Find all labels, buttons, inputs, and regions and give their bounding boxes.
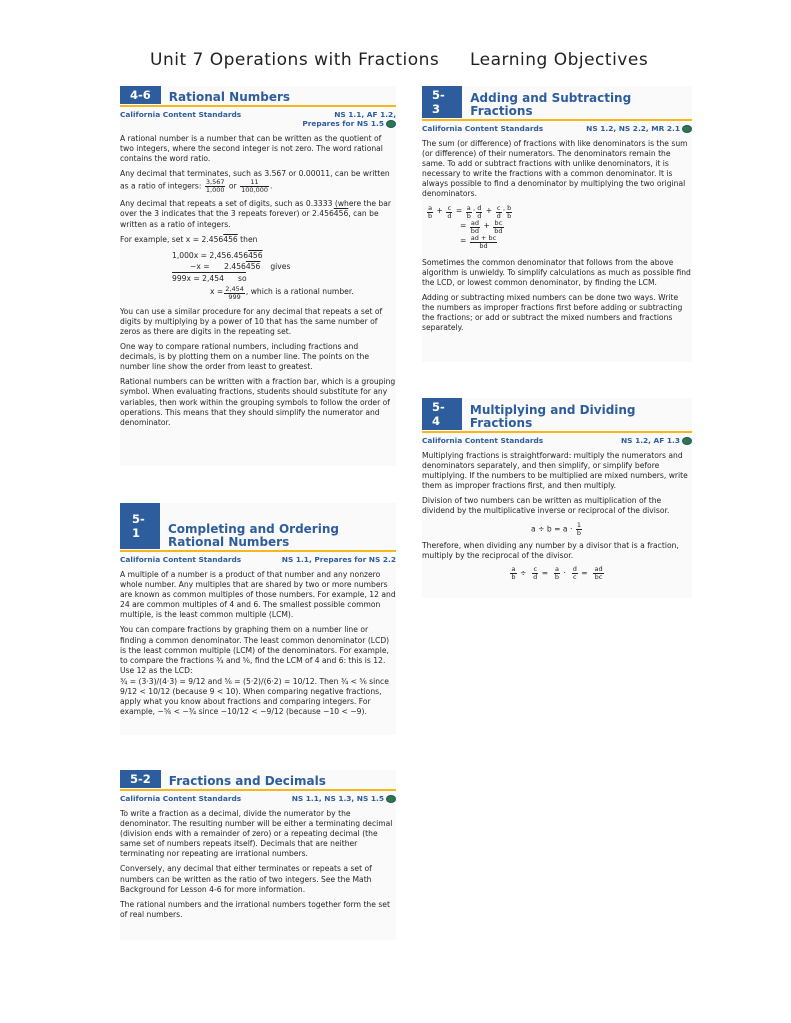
section-header [120, 503, 396, 552]
globe-icon [386, 120, 396, 128]
section-number: 5-1 [120, 503, 160, 549]
paragraph: Rational numbers can be written with a fraction bar, which is a grouping symbol. When evaluating fractions, students should substitute for any variables, then work within the grouping symbols to follow the order of operations. This means that they should simplify the numerator and denominator. [120, 377, 396, 427]
standards-label: California Content Standards [120, 794, 242, 803]
learning-objectives-title: Learning Objectives [470, 50, 649, 70]
paragraph: Conversely, any decimal that either terminates or repeats a set of numbers can be written as the ratio of two integers. See the Math Background for Lesson 4-6 for more information. [120, 864, 372, 894]
standards-label: California Content Standards [120, 110, 242, 119]
fraction: $\frac{3,567}{1,000}$ [205, 178, 225, 195]
section-header [120, 86, 396, 107]
paragraph: Division of two numbers can be written as multiplication of the dividend by the multiplicative inverse or reciprocal of the divisor. [422, 496, 670, 516]
division-formula: $\frac{a}{b}$ ÷ $\frac{c}{d}$ = $\frac{a}{b}$ · $\frac{d}{c}$ = $\frac{ad}{bc}$ [511, 564, 603, 581]
paragraph: One way to compare rational numbers, including fractions and decimals, is by plotting them on a number line. The points on the number line show the order from least to greatest. [120, 342, 370, 372]
paragraph: ¾ = (3·3)/(4·3) = 9/12 and ⅚ = (5·2)/(6·2) = 10/12. Then ¾ < ⅚ since 9/12 < 10/12 (because 9 < 10). When comparing negative fractions, apply what you know about fractions and comparing integers. For example, −⅚ < −¾ since −10/12 < −9/12 (because −10 < −9). [120, 676, 389, 717]
paragraph: The sum (or difference) of fractions with like denominators is the sum (or difference) of their numerators. The denominators remain the same. To add or subtract fractions with unlike denominators, it is necessary to write the fractions with a common denominator. It is always possible to find a denominator by multiplying the two original denominators. [422, 139, 688, 199]
paragraph: For example, set x = 2.456456 then [120, 234, 258, 244]
section-5-1 [120, 503, 396, 735]
section-5-3 [422, 86, 692, 362]
standards-codes: NS 1.2, AF 1.3 [621, 436, 692, 445]
paragraph: You can use a similar procedure for any decimal that repeats a set of digits by multiplying by a power of 10 that has the same number of zeros as there are digits in the repeating set. [120, 306, 383, 336]
standards-codes: NS 1.1, AF 1.2, Prepares for NS 1.5 [302, 110, 396, 128]
section-5-2 [120, 770, 396, 940]
paragraph: Any decimal that terminates, such as 3.567 or 0.00011, can be written as a ratio of integers: $\frac{3,567}{1,000}$ or $\frac{11}{100,000}$ . [120, 169, 390, 195]
paragraph: A rational number is a number that can be written as the quotient of two integers, where the second integer is not zero. The word rational contains the word ratio. [120, 134, 383, 164]
standards-row [120, 110, 396, 128]
unit-title: Unit 7 Operations with Fractions [150, 50, 440, 70]
derivation: 1,000x = 2,456.456 456 −x = 2.456 456 gives 999x = 2,454 so x = $\frac{2,454}{999}$ , which is a rational number. [172, 250, 354, 301]
globe-icon [682, 437, 692, 445]
paragraph: To write a fraction as a decimal, divide the numerator by the denominator. The resulting number will be either a terminating decimal (division ends with a remainder of zero) or a repeating decimal (the same set of numbers repeats itself). Decimals that are neither terminating nor repeating are irrational numbers. [120, 809, 393, 859]
standards-codes: NS 1.1, Prepares for NS 2.2 [281, 555, 396, 564]
standards-label: California Content Standards [422, 124, 544, 133]
globe-icon [682, 125, 692, 133]
standards-codes: NS 1.1, NS 1.3, NS 1.5 [292, 794, 396, 803]
section-title: Multiplying and Dividing Fractions [469, 403, 636, 430]
standards-codes: NS 1.2, NS 2.2, MR 2.1 [586, 124, 692, 133]
section-number: 5-3 [422, 86, 462, 118]
fraction: $\frac{11}{100,000}$ [241, 178, 268, 195]
paragraph: A multiple of a number is a product of that number and any nonzero whole number. Any multiples that are shared by two or more numbers are known as common multiples of those numbers. For example, 12 and 24 are common multiples of 4 and 6. The smallest possible common multiple, is the least common multiple (LCM). [120, 570, 396, 620]
standards-label: California Content Standards [120, 555, 242, 564]
section-5-4 [422, 398, 692, 598]
section-header [422, 398, 692, 433]
paragraph: Multiplying fractions is straightforward: multiply the numerators and denominators separately, and then simplify, or simplify before multiplying. If the numbers to be multiplied are mixed numbers, write them as improper fractions first, and then multiply. [422, 451, 688, 491]
standards-row [422, 436, 692, 445]
reciprocal-formula: a ÷ b = a · $\frac{1}{b}$ [531, 520, 581, 537]
paragraph: You can compare fractions by graphing them on a number line or finding a common denominator. The least common denominator (LCD) is the least common multiple (LCM) of the denominators. For example, to compare the fractions ¾ and ⅚, find the LCM of 4 and 6: this is 12. Use 12 as the LCD: [120, 625, 390, 675]
standards-row [120, 794, 396, 803]
section-4-6 [120, 86, 396, 466]
globe-icon [386, 795, 396, 803]
section-header [120, 770, 396, 791]
paragraph: Sometimes the common denominator that follows from the above algorithm is unwieldy. To simplify calculations as much as possible find the LCD, or lowest common denominator, by finding the LCM. [422, 257, 691, 287]
standards-label: California Content Standards [422, 436, 544, 445]
section-title: Completing and Ordering Rational Numbers [167, 522, 339, 549]
addition-formula: $\frac{a}{b}$ + $\frac{c}{d}$ = $\frac{a}{b}$ · $\frac{d}{d}$ + $\frac{c}{d}$ · $\frac{b}{b}$ = $\frac{ad}{bd}$ + $\frac{bc}{bd}$ = $\frac{ad + bc}{bd}$ [428, 203, 512, 250]
standards-row [120, 555, 396, 564]
section-title: Rational Numbers [168, 90, 291, 104]
section-title: Fractions and Decimals [168, 774, 326, 788]
paragraph: The rational numbers and the irrational numbers together form the set of real numbers. [120, 899, 390, 919]
standards-row [422, 124, 692, 133]
section-header [422, 86, 692, 121]
section-number: 4-6 [120, 86, 161, 104]
section-number: 5-4 [422, 398, 462, 430]
paragraph: Adding or subtracting mixed numbers can be done two ways. Write the numbers as improper fractions first before adding or subtracting the fractions; or add or subtract the mixed numbers and fractions separately. [422, 292, 683, 333]
paragraph: Any decimal that repeats a set of digits, such as 0.3333 (where the bar over the 3 indicates that the 3 repeats forever) or 2.456456, can be written as a ratio of integers. [120, 199, 392, 229]
section-title: Adding and Subtracting Fractions [470, 91, 632, 118]
page-title [150, 50, 649, 70]
paragraph: Therefore, when dividing any number by a divisor that is a fraction, multiply by the reciprocal of the divisor. [422, 540, 679, 560]
section-number: 5-2 [120, 770, 161, 788]
